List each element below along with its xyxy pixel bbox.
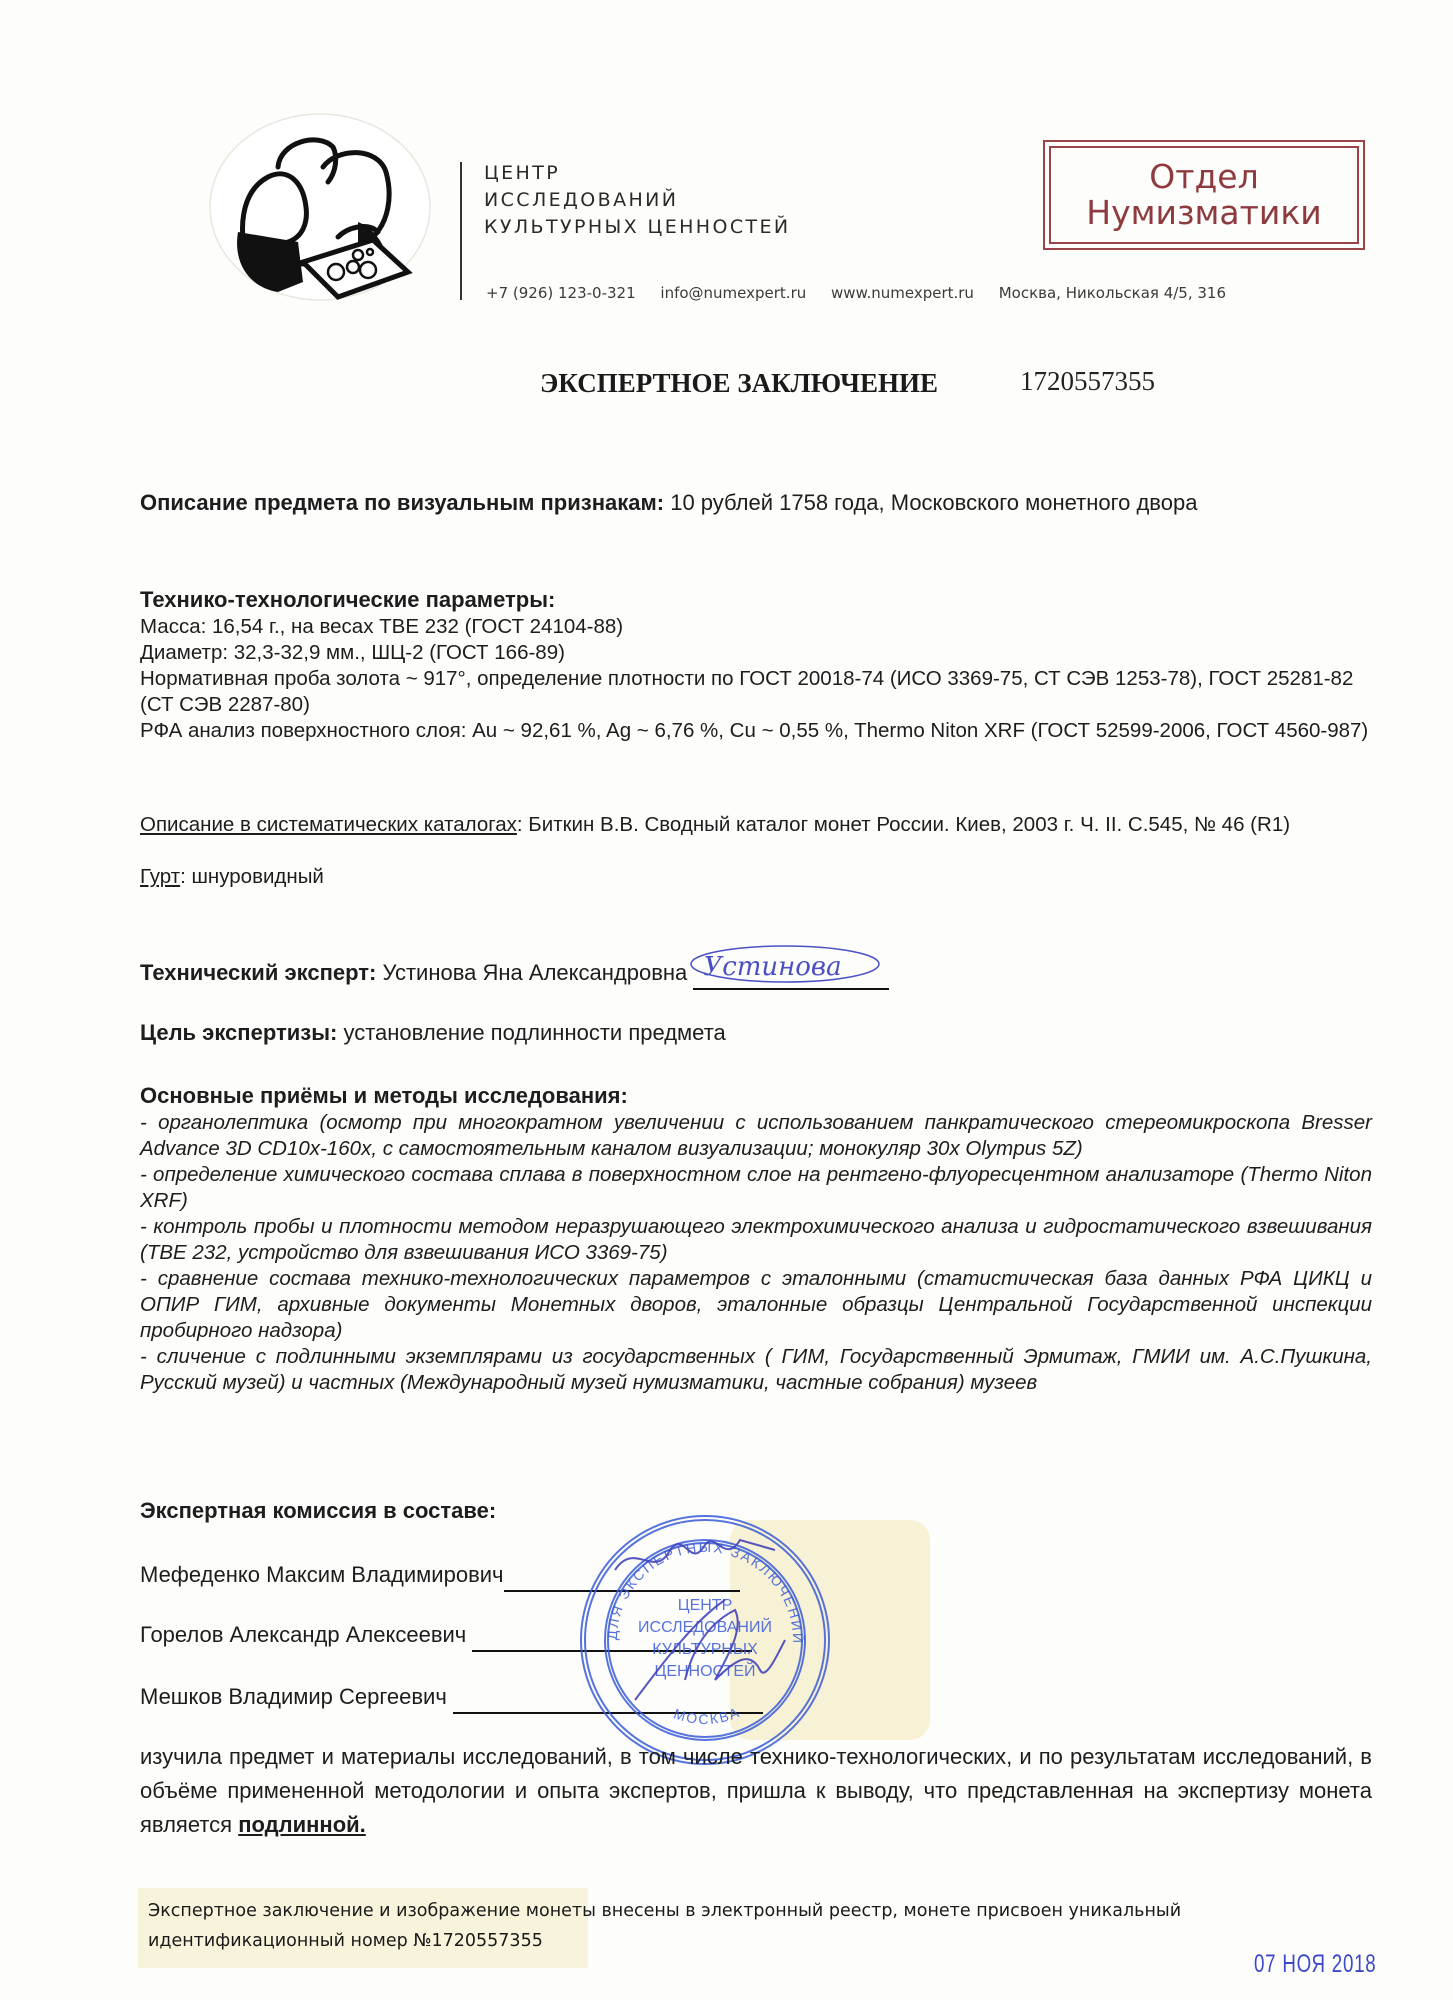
parameters-heading: Технико-технологические параметры: — [140, 587, 556, 612]
address: Москва, Никольская 4/5, 316 — [998, 284, 1227, 302]
method-item: - сличение с подлинными экземплярами из государственных ( ГИМ, Государственный Эрмитаж, ГМИИ им. А.С.Пушкина, Русский музей) и частных (Международный музей нумизматики, частные собрания) музеев — [140, 1345, 1372, 1394]
conclusion-text: изучила предмет и материалы исследований, в том числе технико-технологических, и по результатам исследований, в объёме примененной методологии и опыта экспертов, пришла к выводу, что представленная на экспертизу монета является — [140, 1744, 1372, 1837]
website-link[interactable]: www.numexpert.ru — [831, 284, 974, 302]
seal-city: МОСКВА — [671, 1703, 743, 1728]
department-stamp-line-2: Нумизматики — [1086, 193, 1322, 232]
goal-label: Цель экспертизы: — [140, 1020, 338, 1045]
organization-logo — [208, 112, 433, 302]
org-line-3: КУЛЬТУРНЫХ ЦЕННОСТЕЙ — [484, 216, 791, 238]
catalog-value: : Биткин В.В. Сводный каталог монет России. Киев, 2003 г. Ч. II. С.545, № 46 (R1) — [516, 813, 1291, 836]
method-item: - определение химического состава сплава в поверхностном слое на рентгено-флуоресцентном анализаторе (Thermo Niton XRF) — [140, 1163, 1372, 1212]
email-link[interactable]: info@numexpert.ru — [660, 284, 807, 302]
coin-edge — [140, 864, 1372, 890]
seal-center-line-1: ЦЕНТР — [677, 1597, 733, 1614]
official-seal — [575, 1510, 835, 1770]
goal-value: установление подлинности предмета — [343, 1020, 726, 1045]
verdict: подлинной. — [238, 1812, 366, 1837]
seal-center-line-4: ЦЕННОСТЕЙ — [654, 1663, 756, 1680]
member-name: Мефеденко Максим Владимирович — [140, 1562, 504, 1587]
expertise-goal — [140, 1016, 1372, 1050]
catalog-description — [140, 812, 1372, 838]
research-methods — [140, 1082, 1372, 1396]
org-line-2: ИССЛЕДОВАНИЙ — [484, 189, 679, 211]
member-name: Мешков Владимир Сергеевич — [140, 1684, 447, 1709]
expert-signature-line — [693, 952, 889, 990]
expert-signature: Устинова — [703, 952, 842, 982]
department-stamp-line-1: Отдел — [1149, 157, 1259, 196]
department-stamp — [1043, 140, 1365, 250]
org-line-1: ЦЕНТР — [484, 162, 561, 184]
technical-parameters — [140, 586, 1372, 744]
parameter-fineness: Нормативная проба золота ~ 917°, определение плотности по ГОСТ 20018-74 (ИСО 3369-75, СТ СЭВ 1253-78), ГОСТ 25281-82 (СТ СЭВ 2287-80) — [140, 667, 1354, 716]
edge-label: Гурт — [140, 865, 181, 888]
expert-name: Устинова Яна Александровна — [382, 960, 688, 985]
catalog-label: Описание в систематических каталогах — [140, 813, 517, 836]
member-name: Горелов Александр Алексеевич — [140, 1622, 467, 1647]
method-item: - контроль пробы и плотности методом неразрушающего электрохимического анализа и гидростатического взвешивания (ТВЕ 232, устройство для взвешивания ИСО 3369-75) — [140, 1215, 1372, 1264]
parameter-xrf: РФА анализ поверхностного слоя: Au ~ 92,61 %, Ag ~ 6,76 %, Cu ~ 0,55 %, Thermo Niton XRF (ГОСТ 52599-2006, ГОСТ 4560-987) — [140, 719, 1369, 742]
commission-heading-text: Экспертная комиссия в составе: — [140, 1498, 497, 1523]
expert-label: Технический эксперт: — [140, 960, 377, 985]
parameter-mass: Масса: 16,54 г., на весах ТВЕ 232 (ГОСТ 24104-88) — [140, 615, 624, 638]
document-number: 1720557355 — [1020, 366, 1155, 396]
signature-loop — [687, 942, 887, 988]
seal-center-line-2: ИССЛЕДОВАНИЙ — [638, 1619, 772, 1636]
parameter-diameter: Диаметр: 32,3-32,9 мм., ШЦ-2 (ГОСТ 166-89) — [140, 641, 565, 664]
date-stamp: 07 НОЯ 2018 — [1254, 1950, 1377, 1978]
methods-heading: Основные приёмы и методы исследования: — [140, 1083, 628, 1108]
description-label: Описание предмета по визуальным признакам: — [140, 490, 665, 515]
description-value: 10 рублей 1758 года, Московского монетного двора — [670, 490, 1198, 515]
registry-note: Экспертное заключение и изображение монеты внесены в электронный реестр, монете присвоен уникальный идентификационный номер №1720557355 — [148, 1901, 1182, 1951]
document-title: ЭКСПЕРТНОЕ ЗАКЛЮЧЕНИЕ — [540, 368, 938, 398]
header-divider — [460, 162, 462, 300]
method-item: - сравнение состава технико-технологических параметров с эталонными (статистическая база данных РФА ЦИКЦ и ОПИР ГИМ, архивные документы Монетных дворов, эталонные образцы Центральной Государственной инспекции пробирного надзора) — [140, 1267, 1372, 1342]
technical-expert — [140, 952, 1372, 990]
phone: +7 (926) 123-0-321 — [486, 284, 636, 302]
edge-value: : шнуровидный — [180, 865, 324, 888]
conclusion — [140, 1740, 1372, 1842]
svg-text:МОСКВА — [672, 1704, 743, 1727]
organization-name — [484, 160, 791, 241]
method-item: - органолептика (осмотр при многократном увеличении с использованием панкратического стереомикроскопа Bresser Advance 3D CD10x-160x, с самостоятельным каналом визуализации; монокуляр 30x Olympus 5Z) — [140, 1111, 1372, 1160]
contact-line — [486, 284, 1246, 302]
seal-arc-text: ДЛЯ ЭКСПЕРТНЫХ ЗАКЛЮЧЕНИЙ — [603, 1538, 807, 1646]
item-description — [140, 486, 1372, 520]
seal-center-line-3: КУЛЬТУРНЫХ — [652, 1641, 758, 1658]
